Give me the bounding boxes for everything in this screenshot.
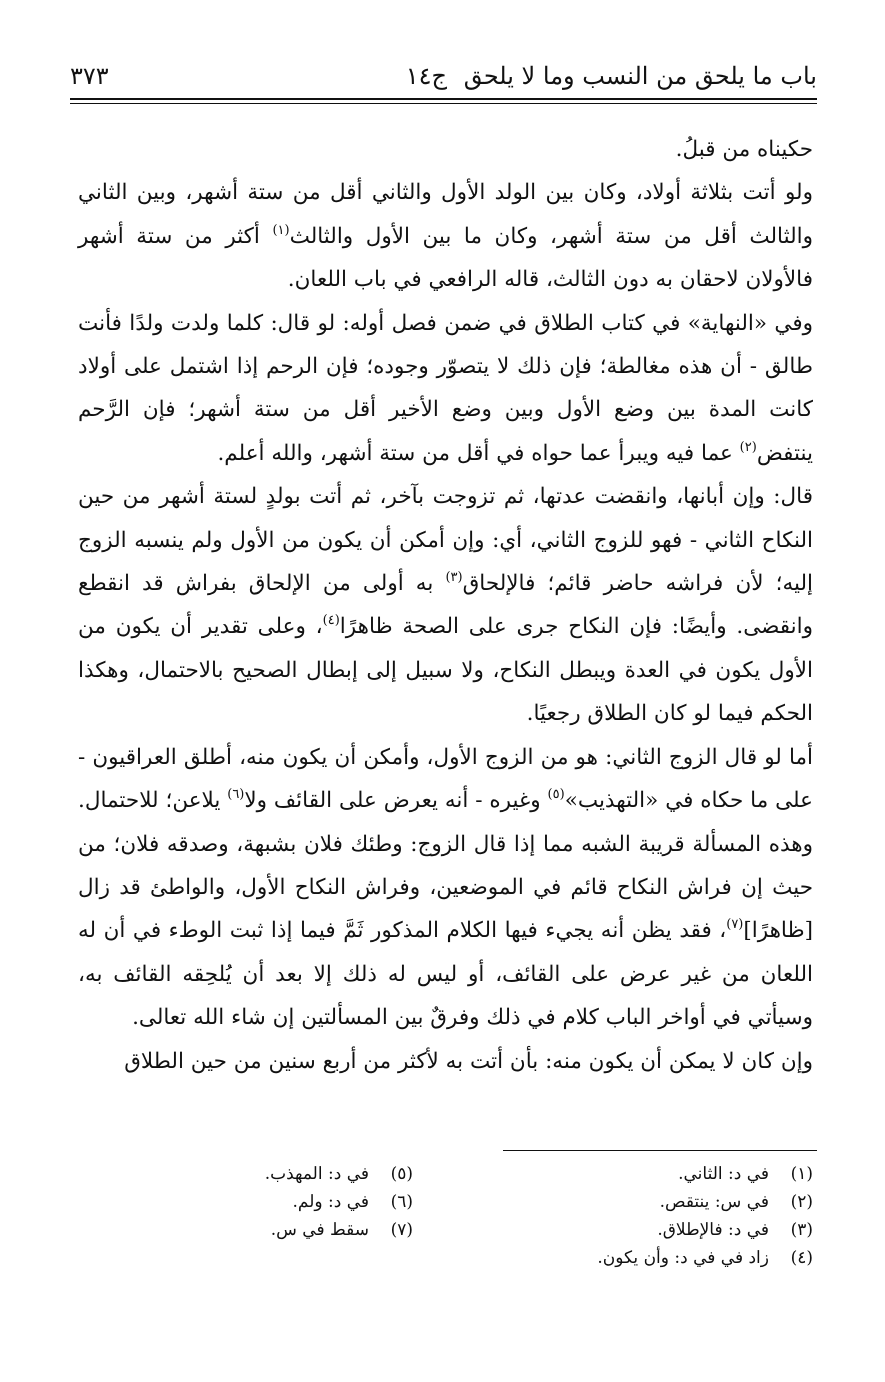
footnote-item: [83, 1216, 413, 1244]
paragraph: [78, 736, 813, 1040]
footnote-item: [483, 1188, 813, 1216]
chapter-title: باب ما يلحق من النسب وما لا يلحق: [463, 62, 817, 90]
footnote-item: [83, 1188, 413, 1216]
footnote-item: [483, 1244, 813, 1272]
paragraph: [78, 1040, 813, 1083]
footnote-text: زاد في في د: وأن يكون.: [597, 1248, 769, 1268]
paragraph: [78, 171, 813, 301]
paragraph-text: ، فقد يظن أنه يجيء فيها الكلام المذكور ثَمَّ فيما إذا ثبت الوطء في أن له اللعان من غير عرض على القائف، أو ليس له ذلك إلا بعد أن يُلحِقه القائف به، وسيأتي في أواخر الباب كلام في ذلك وفرقٌ بين المسألتين إن شاء الله تعالى.: [78, 918, 813, 1031]
paragraph-text: وإن كان لا يمكن أن يكون منه: بأن أتت به لأكثر من أربع سنين من حين الطلاق: [124, 1048, 813, 1074]
paragraph-text: وفي «النهاية» في كتاب الطلاق في ضمن فصل أوله: لو قال: كلما ولدت ولدًا فأنت طالق - أن هذه مغالطة؛ فإن ذلك لا يتصوّر وجوده؛ فإن الرحم إذا اشتمل على أولاد كانت المدة بين وضع الأول وبين وضع الأخير أقل من ستة أشهر؛ فإن الرَّحم ينتفض: [78, 310, 813, 466]
footnote-ref: (٣): [445, 570, 463, 586]
paragraph-text: وغيره - أنه يعرض على القائف ولا: [244, 788, 548, 814]
footnote-number: (٧): [390, 1220, 413, 1240]
paragraph-text: حكيناه من قبلُ.: [675, 137, 813, 162]
running-header: [70, 56, 817, 96]
footnote-ref: (٦): [227, 787, 245, 803]
footnote-ref: (٥): [547, 787, 565, 803]
footnotes-column-left: [83, 1160, 413, 1244]
footnote-item: [483, 1160, 813, 1188]
paragraph-text: قال: وإن أبانها، وانقضت عدتها، ثم تزوجت بآخر، ثم أتت بولدٍ لستة أشهر من حين النكاح الثاني - فهو للزوج الثاني، أي: وإن أمكن أن يكون من الأول ولم ينسبه الزوج إليه؛ لأن فراشه حاضر قائم؛ فالإلحاق: [78, 484, 813, 597]
footnote-text: في د: الثاني.: [678, 1164, 769, 1184]
footnote-item: [83, 1160, 413, 1188]
paragraph-text: يلاعن؛ للاحتمال. وهذه المسألة قريبة الشبه مما إذا قال الزوج: وطئك فلان بشبهة، وصدقه فلان؛ من حيث إن فراش النكاح قائم في الموضعين، وفراش النكاح الأول، والواطئ قد زال [ظاهرًا]: [78, 788, 813, 944]
footnote-item: [483, 1216, 813, 1244]
footnote-number: (١): [790, 1164, 813, 1184]
paragraph: [78, 475, 813, 735]
footnote-separator: [503, 1150, 817, 1151]
paragraph: [78, 128, 813, 171]
header-rule: [70, 98, 817, 100]
volume-label: ج١٤: [405, 62, 447, 90]
footnote-text: في س: ينتقص.: [659, 1192, 769, 1212]
footnote-number: (٢): [790, 1192, 813, 1212]
footnote-ref: (٢): [739, 439, 757, 455]
footnotes-column-right: [483, 1160, 813, 1272]
paragraph-text: ، وعلى تقدير أن يكون من الأول يكون في العدة ويبطل النكاح، ولا سبيل إلى إبطال الصحيح بالاحتمال، وهكذا الحكم فيما لو كان الطلاق رجعيًا.: [78, 614, 813, 727]
page-number: ٣٧٣: [70, 62, 109, 90]
footnote-number: (٤): [790, 1248, 813, 1268]
paragraph-text: ولو أتت بثلاثة أولاد، وكان بين الولد الأول والثاني أقل من ستة أشهر، وبين الثاني والثالث أقل من ستة أشهر، وكان ما بين الأول والثالث: [78, 180, 813, 249]
footnote-number: (٥): [390, 1164, 413, 1184]
paragraph: [78, 302, 813, 476]
footnote-ref: (١): [272, 222, 290, 238]
paragraph-text: به أولى من الإلحاق بفراش قد انقطع وانقضى. وأيضًا: فإن النكاح جرى على الصحة ظاهرًا: [78, 571, 813, 640]
paragraph-text: عما فيه ويبرأ عما حواه في أقل من ستة أشهر، والله أعلم.: [217, 440, 740, 466]
footnote-text: في د: المهذب.: [264, 1164, 369, 1184]
footnote-ref: (٤): [322, 613, 340, 629]
footnote-number: (٦): [390, 1192, 413, 1212]
main-text: [78, 128, 813, 1083]
footnote-text: سقط في س.: [270, 1220, 369, 1240]
footnote-text: في د: فالإطلاق.: [657, 1220, 769, 1240]
footnote-ref: (٧): [726, 917, 744, 933]
header-rule-thin: [70, 103, 817, 104]
paragraph-text: أكثر من ستة أشهر فالأولان لاحقان به دون الثالث، قاله الرافعي في باب اللعان.: [78, 223, 813, 293]
footnote-text: في د: ولم.: [292, 1192, 369, 1212]
footnote-number: (٣): [790, 1220, 813, 1240]
paragraph-text: أما لو قال الزوج الثاني: هو من الزوج الأول، وأمكن أن يكون منه، أطلق العراقيون - على ما حكاه في «التهذيب»: [78, 744, 813, 814]
